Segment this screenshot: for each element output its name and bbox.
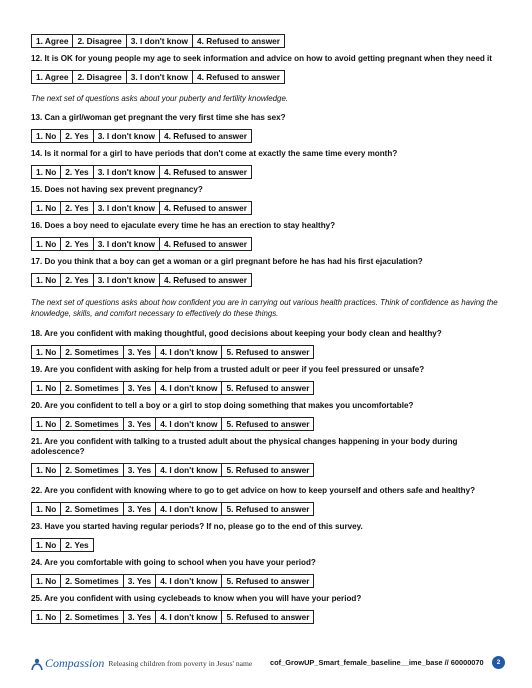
answer-option[interactable]: 5. Refused to answer xyxy=(221,611,313,623)
answer-option[interactable]: 1. No xyxy=(36,383,57,393)
brand-logo xyxy=(30,656,252,671)
answer-option[interactable]: 2. Yes xyxy=(60,130,92,142)
answer-option[interactable]: 4. I don't know xyxy=(155,503,221,515)
page-number-badge: 2 xyxy=(492,656,505,669)
answer-option[interactable]: 3. Yes xyxy=(123,382,155,394)
answer-option[interactable]: 1. No xyxy=(36,167,57,177)
question-text: Are you confident with using cyclebeads to know when you will have your period? xyxy=(44,594,362,603)
question-19 xyxy=(31,365,506,396)
answer-option[interactable]: 2. Sometimes xyxy=(60,418,123,430)
question-text: Are you confident with talking to a trusted adult about the physical changes happening in your body during adolescence? xyxy=(31,437,458,456)
question-text: Are you confident with making thoughtful, good decisions about keeping your body clean and healthy? xyxy=(44,329,442,338)
answer-option[interactable]: 1. No xyxy=(36,576,57,586)
answer-option[interactable]: 4. Refused to answer xyxy=(159,238,251,250)
answer-option[interactable]: 4. Refused to answer xyxy=(159,166,251,178)
answer-options xyxy=(31,574,314,588)
answer-option[interactable]: 4. I don't know xyxy=(155,382,221,394)
question-number: 19. xyxy=(31,365,43,374)
question-number: 17. xyxy=(31,257,43,266)
answer-option[interactable]: 3. I don't know xyxy=(93,166,159,178)
answer-option[interactable]: 1. Agree xyxy=(36,36,69,46)
answer-option[interactable]: 2. Sometimes xyxy=(60,503,123,515)
answer-option[interactable]: 2. Yes xyxy=(60,539,92,551)
question-number: 25. xyxy=(31,594,43,603)
answer-option[interactable]: 3. I don't know xyxy=(93,274,159,286)
answer-option[interactable]: 1. Agree xyxy=(36,72,69,82)
answer-option[interactable]: 1. No xyxy=(36,612,57,622)
question-text: Are you confident to tell a boy or a girl to stop doing something that makes you uncomfortable? xyxy=(44,401,414,410)
answer-option[interactable]: 5. Refused to answer xyxy=(221,418,313,430)
question-14 xyxy=(31,149,506,180)
intro-text: The next set of questions asks about how confident you are in carrying out various health practices. Think of confidence as having the knowledge, skills, and comfort necessary to effectively do these things. xyxy=(31,298,498,318)
answer-option[interactable]: 2. Yes xyxy=(60,274,92,286)
answer-option[interactable]: 1. No xyxy=(36,203,57,213)
section-intro xyxy=(31,94,506,105)
footer-tagline: Releasing children from poverty in Jesus' name xyxy=(108,659,253,668)
question-number: 20. xyxy=(31,401,43,410)
file-reference: cof_GrowUP_Smart_female_baseline__ime_base // 60000070 xyxy=(270,658,484,667)
question-16 xyxy=(31,221,506,252)
answer-option[interactable]: 5. Refused to answer xyxy=(221,346,313,358)
answer-option[interactable]: 5. Refused to answer xyxy=(221,503,313,515)
compassion-logo-icon xyxy=(30,657,44,671)
question-number: 21. xyxy=(31,437,43,446)
logo-text: Compassion xyxy=(45,656,105,670)
answer-option[interactable]: 2. Disagree xyxy=(72,35,125,47)
answer-options xyxy=(31,273,252,287)
answer-option[interactable]: 3. Yes xyxy=(123,503,155,515)
question-text: Does not having sex prevent pregnancy? xyxy=(44,185,203,194)
question-text: Are you confident with asking for help from a trusted adult or peer if you feel pressured or unsafe? xyxy=(44,365,425,374)
answer-options xyxy=(31,129,252,143)
answer-option[interactable]: 2. Yes xyxy=(60,202,92,214)
skip-instruction: If no, please go to the end of this survey. xyxy=(204,522,363,531)
answer-option[interactable]: 2. Sometimes xyxy=(60,382,123,394)
answer-option[interactable]: 3. I don't know xyxy=(126,35,192,47)
answer-options xyxy=(31,34,285,48)
answer-option[interactable]: 1. No xyxy=(36,275,57,285)
answer-option[interactable]: 2. Yes xyxy=(60,166,92,178)
question-text: Do you think that a boy can get a woman or a girl pregnant before he has had his first ejaculation? xyxy=(44,257,423,266)
answer-option[interactable]: 2. Sometimes xyxy=(60,464,123,476)
answer-option[interactable]: 4. I don't know xyxy=(155,346,221,358)
answer-option[interactable]: 5. Refused to answer xyxy=(221,575,313,587)
question-text: Can a girl/woman get pregnant the very first time she has sex? xyxy=(44,113,286,122)
question-number: 24. xyxy=(31,558,43,567)
answer-option[interactable]: 4. I don't know xyxy=(155,418,221,430)
answer-option[interactable]: 1. No xyxy=(36,239,57,249)
answer-options xyxy=(31,201,252,215)
question-22 xyxy=(31,486,506,517)
answer-options xyxy=(31,417,314,431)
answer-option[interactable]: 4. Refused to answer xyxy=(159,202,251,214)
question-number: 22. xyxy=(31,486,43,495)
answer-option[interactable]: 4. Refused to answer xyxy=(192,71,284,83)
question-20 xyxy=(31,401,506,432)
section-intro xyxy=(31,298,506,319)
answer-option[interactable]: 1. No xyxy=(36,540,57,550)
answer-options xyxy=(31,345,314,359)
answer-options xyxy=(31,237,252,251)
answer-options xyxy=(31,165,252,179)
question-15 xyxy=(31,185,506,216)
question-text: Does a boy need to ejaculate every time he has an erection to stay healthy? xyxy=(44,221,336,230)
question-number: 12. xyxy=(31,54,43,63)
question-number: 13. xyxy=(31,113,43,122)
answer-option[interactable]: 4. Refused to answer xyxy=(159,130,251,142)
question-number: 18. xyxy=(31,329,43,338)
answer-option[interactable]: 5. Refused to answer xyxy=(221,464,313,476)
answer-option[interactable]: 4. Refused to answer xyxy=(192,35,284,47)
question-text: Are you confident with knowing where to go to get advice on how to keep yourself and others safe and healthy? xyxy=(44,486,476,495)
answer-option[interactable]: 1. No xyxy=(36,504,57,514)
answer-option[interactable]: 2. Sometimes xyxy=(60,346,123,358)
page-footer xyxy=(0,650,532,688)
answer-options xyxy=(31,463,314,477)
answer-option[interactable]: 3. Yes xyxy=(123,418,155,430)
question-text: It is OK for young people my age to seek information and advice on how to avoid getting pregnant when they need it xyxy=(44,54,492,63)
answer-option[interactable]: 4. I don't know xyxy=(155,575,221,587)
question-text: Is it normal for a girl to have periods that don't come at exactly the same time every month? xyxy=(44,149,398,158)
answer-options xyxy=(31,610,314,624)
answer-option[interactable]: 1. No xyxy=(36,347,57,357)
question-18 xyxy=(31,329,506,360)
answer-option[interactable]: 2. Disagree xyxy=(72,71,125,83)
options-block-continued xyxy=(31,31,506,49)
answer-option[interactable]: 3. Yes xyxy=(123,611,155,623)
answer-option[interactable]: 3. Yes xyxy=(123,575,155,587)
answer-option[interactable]: 3. I don't know xyxy=(93,238,159,250)
answer-options xyxy=(31,538,94,552)
answer-option[interactable]: 3. I don't know xyxy=(93,130,159,142)
answer-option[interactable]: 1. No xyxy=(36,465,57,475)
answer-option[interactable]: 1. No xyxy=(36,131,57,141)
question-17 xyxy=(31,257,506,288)
question-24 xyxy=(31,558,506,589)
question-number: 16. xyxy=(31,221,43,230)
question-number: 23. xyxy=(31,522,43,531)
question-12 xyxy=(31,54,506,85)
answer-options xyxy=(31,381,314,395)
answer-options xyxy=(31,70,285,84)
answer-options xyxy=(31,502,314,516)
question-text: Have you started having regular periods? xyxy=(44,522,205,531)
question-25 xyxy=(31,594,506,625)
answer-option[interactable]: 2. Yes xyxy=(60,238,92,250)
answer-option[interactable]: 3. I don't know xyxy=(126,71,192,83)
answer-option[interactable]: 1. No xyxy=(36,419,57,429)
answer-option[interactable]: 3. Yes xyxy=(123,464,155,476)
answer-option[interactable]: 5. Refused to answer xyxy=(221,382,313,394)
answer-option[interactable]: 3. I don't know xyxy=(93,202,159,214)
answer-option[interactable]: 4. I don't know xyxy=(155,611,221,623)
question-23 xyxy=(31,522,506,553)
answer-option[interactable]: 4. Refused to answer xyxy=(159,274,251,286)
answer-option[interactable]: 4. I don't know xyxy=(155,464,221,476)
answer-option[interactable]: 2. Sometimes xyxy=(60,611,123,623)
question-13 xyxy=(31,113,506,144)
question-number: 15. xyxy=(31,185,43,194)
question-number: 14. xyxy=(31,149,43,158)
question-text: Are you comfortable with going to school when you have your period? xyxy=(44,558,316,567)
question-21 xyxy=(31,437,506,478)
answer-option[interactable]: 2. Sometimes xyxy=(60,575,123,587)
intro-text: The next set of questions asks about your puberty and fertility knowledge. xyxy=(31,94,289,103)
answer-option[interactable]: 3. Yes xyxy=(123,346,155,358)
